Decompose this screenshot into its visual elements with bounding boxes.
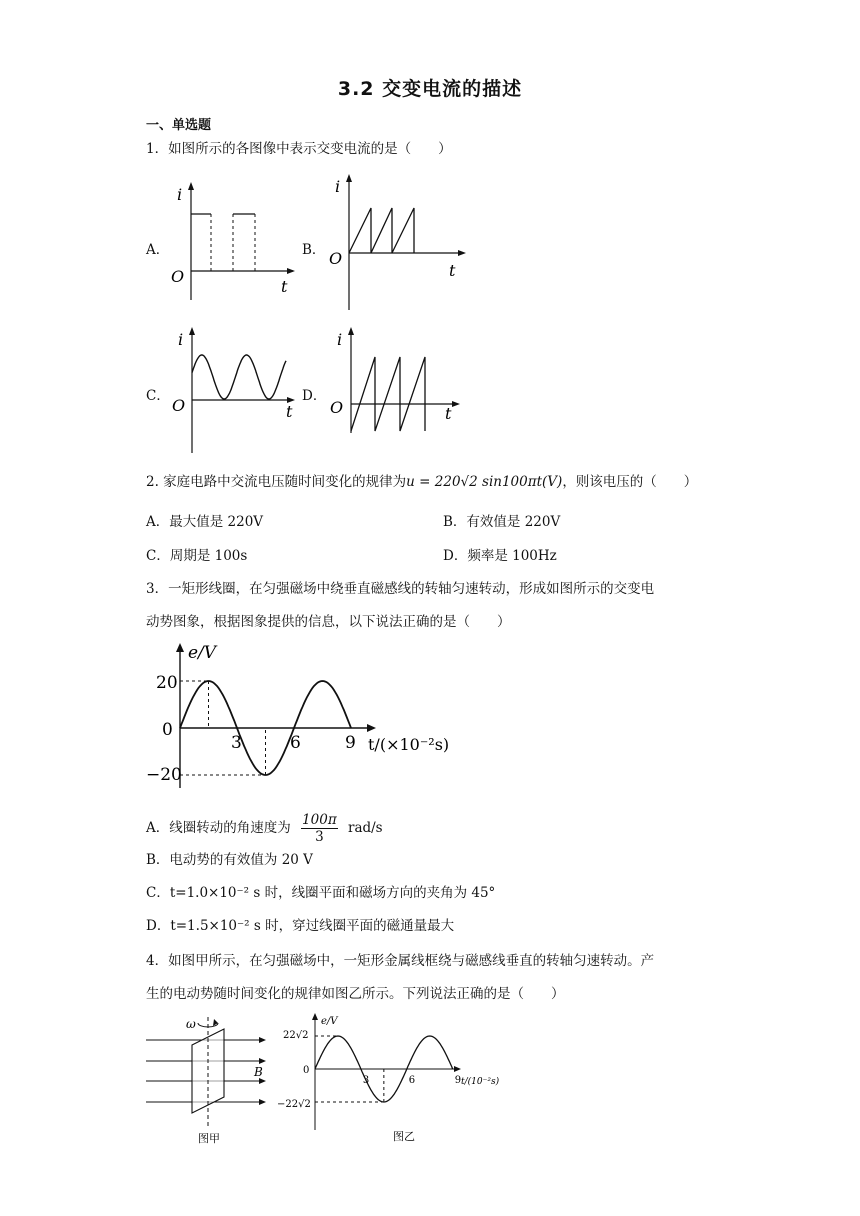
q4-stem-line2: 生的电动势随时间变化的规律如图乙所示。下列说法正确的是（ ） (146, 986, 565, 1002)
section-heading: 一、单选题 (146, 118, 212, 133)
omega-fraction (301, 812, 338, 845)
q3-option-b: B．电动势的有效值为 20 V (146, 852, 313, 868)
q4-figure-jia (140, 1015, 275, 1145)
x-tick-3: 3 (231, 733, 242, 753)
q1-option-a-label: A． (146, 242, 170, 258)
y-tick-20: 20 (156, 673, 178, 693)
q2-option-b: B．有效值是 220V (443, 514, 561, 530)
q1-graph-a (165, 180, 295, 305)
omega-label: ω (186, 1017, 196, 1031)
x-tick-9: 9 (454, 1075, 462, 1086)
y-tick-neg: −22√2 (277, 1099, 311, 1110)
q4-emf-graph (275, 1010, 515, 1148)
x-tick-6: 6 (408, 1075, 416, 1086)
q2-option-a: A．最大值是 220V (146, 514, 264, 530)
fraction-numerator: 100π (302, 812, 337, 828)
sine-curve (192, 355, 286, 399)
y-axis-label: e/V (321, 1016, 338, 1027)
q3-stem-line1: 3．一矩形线圈，在匀强磁场中绕垂直磁感线的转轴匀速转动，形成如图所示的交变电 (146, 581, 655, 597)
q2-text-after: ，则该电压的（ ） (562, 474, 698, 490)
q3-option-c: C．t=1.0×10⁻² s 时，线圈平面和磁场方向的夹角为 45° (146, 885, 496, 901)
y-tick-neg20: −20 (146, 765, 182, 785)
y-tick-0: 0 (303, 1065, 310, 1076)
caption-yi: 图乙 (393, 1130, 415, 1143)
axis-label-t: t (449, 261, 456, 280)
page-title: 3.2 交变电流的描述 (337, 78, 523, 100)
q3-option-a-unit: rad/s (347, 820, 383, 836)
q1-graph-d (325, 325, 470, 435)
q1-option-b-label: B． (302, 242, 326, 258)
q3-option-d: D．t=1.5×10⁻² s 时，穿过线圈平面的磁通量最大 (146, 918, 455, 934)
q2-text-before: 2. 家庭电路中交流电压随时间变化的规律为 (146, 474, 407, 490)
origin-label: O (329, 249, 343, 268)
q3-option-a-prefix: A．线圈转动的角速度为 (146, 820, 291, 836)
y-axis-label: e/V (188, 643, 217, 663)
q2-stem (146, 473, 697, 491)
q1-graph-b (325, 172, 470, 312)
axis-label-i: i (337, 330, 343, 349)
caption-jia: 图甲 (198, 1132, 220, 1145)
origin-label: O (172, 396, 186, 415)
q3-option-a (146, 812, 383, 845)
origin-label: O (171, 267, 185, 286)
q1-stem: 1．如图所示的各图像中表示交变电流的是（ ） (146, 141, 452, 157)
axis-label-i: i (177, 185, 183, 204)
y-tick-pos: 22√2 (283, 1030, 309, 1041)
q2-option-c: C．周期是 100s (146, 548, 248, 564)
axis-label-i: i (178, 330, 184, 349)
origin-label: O (330, 398, 344, 417)
x-tick-6: 6 (290, 733, 301, 753)
axis-label-t: t (286, 402, 293, 421)
fraction-denominator: 3 (315, 829, 324, 845)
q3-stem-line2: 动势图象，根据图象提供的信息，以下说法正确的是（ ） (146, 614, 511, 630)
axis-label-t: t (445, 404, 452, 423)
x-axis-label: t/(10⁻²s) (461, 1077, 500, 1087)
q1-graph-c (168, 325, 298, 455)
axis-label-i: i (335, 177, 341, 196)
y-tick-0: 0 (162, 720, 173, 740)
q3-emf-graph (140, 640, 480, 790)
q1-option-d-label: D． (302, 388, 327, 404)
q2-formula: u = 220√2 sin100πt(V) (406, 474, 563, 490)
b-field-label: B (254, 1065, 263, 1079)
x-tick-3: 3 (362, 1075, 370, 1086)
x-tick-9: 9 (345, 733, 356, 753)
axis-label-t: t (281, 277, 288, 296)
q4-stem-line1: 4．如图甲所示，在匀强磁场中，一矩形金属线框绕与磁感线垂直的转轴匀速转动。产 (146, 953, 655, 969)
q2-option-d: D．频率是 100Hz (443, 548, 557, 564)
x-axis-label: t/(×10⁻²s) (368, 735, 450, 754)
q1-option-c-label: C． (146, 388, 170, 404)
